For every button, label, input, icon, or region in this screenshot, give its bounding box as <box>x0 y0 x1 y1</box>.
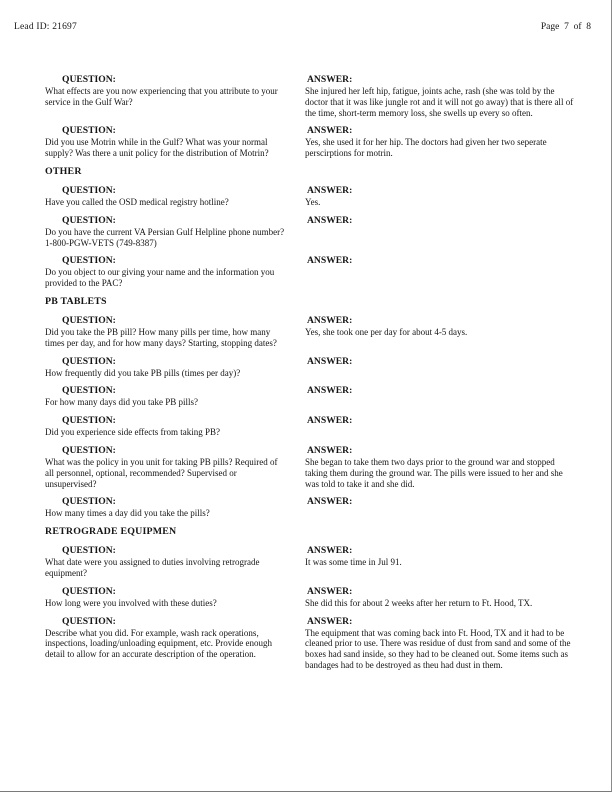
qa-block <box>45 545 579 579</box>
section-heading: OTHER <box>45 165 82 177</box>
answer-text: Yes, she used it for her hip. The doctors had given her two seperate perscirptions for motrin. <box>305 137 547 159</box>
answer-label: ANSWER: <box>307 184 353 196</box>
answer-label: ANSWER: <box>307 255 353 267</box>
answer-text: Yes, she took one per day for about 4-5 days. <box>305 326 468 337</box>
answer-text: Yes. <box>305 196 321 207</box>
page-header <box>0 0 611 32</box>
qa-block <box>45 315 579 349</box>
question-column <box>45 125 295 159</box>
question-text: How many times a day did you take the pills? <box>45 508 210 519</box>
answer-label: ANSWER: <box>307 615 353 627</box>
answer-label: ANSWER: <box>307 585 353 597</box>
qa-block <box>45 496 579 519</box>
answer-text: She began to take them two days prior to the ground war and stopped taking them during the ground war. The pills were issued to her and she was told to take it and she did. <box>305 456 563 489</box>
qa-block <box>45 74 579 118</box>
question-text: How long were you involved with these duties? <box>45 597 217 608</box>
question-column <box>45 545 295 579</box>
question-column <box>45 215 295 249</box>
answer-column <box>305 415 577 427</box>
qa-list <box>0 74 611 671</box>
question-column <box>45 185 295 208</box>
question-label: QUESTION: <box>62 255 116 267</box>
question-column <box>45 616 295 660</box>
question-label: QUESTION: <box>62 184 116 196</box>
answer-label: ANSWER: <box>307 385 353 397</box>
question-label: QUESTION: <box>62 545 116 557</box>
question-text: What date were you assigned to duties involving retrograde equipment? <box>45 557 260 578</box>
section-heading: RETROGRADE EQUIPMEN <box>45 526 177 538</box>
answer-label: ANSWER: <box>307 125 353 137</box>
qa-block <box>45 215 579 249</box>
question-label: QUESTION: <box>62 385 116 397</box>
answer-column <box>305 616 577 671</box>
question-label: QUESTION: <box>62 214 116 226</box>
answer-label: ANSWER: <box>307 74 353 85</box>
answer-label: ANSWER: <box>307 496 353 508</box>
question-text: For how many days did you take PB pills? <box>45 397 198 408</box>
answer-column <box>305 185 577 208</box>
qa-block <box>45 356 579 379</box>
question-label: QUESTION: <box>62 314 116 326</box>
question-column <box>45 415 295 438</box>
question-label: QUESTION: <box>62 74 116 85</box>
qa-block <box>45 125 579 159</box>
question-label: QUESTION: <box>62 444 116 456</box>
question-text: Did you take the PB pill? How many pills per time, how many times per day, and for how many days? Starting, stopping dates? <box>45 326 277 348</box>
question-text: What was the policy in you unit for taking PB pills? Required of all personnel, optional, recommended? Supervised or unsupervised? <box>45 456 278 489</box>
answer-column <box>305 255 577 267</box>
question-label: QUESTION: <box>62 355 116 367</box>
question-label: QUESTION: <box>62 585 116 597</box>
question-text: Did you use Motrin while in the Gulf? What was your normal supply? Was there a unit policy for the distribution of Motrin? <box>45 137 269 159</box>
answer-column <box>305 496 577 508</box>
qa-block <box>45 385 579 408</box>
answer-column <box>305 125 577 159</box>
question-column <box>45 385 295 408</box>
answer-column <box>305 545 577 568</box>
answer-column <box>305 74 577 118</box>
qa-block <box>45 445 579 489</box>
answer-text: The equipment that was coming back into Ft. Hood, TX and it had to be cleaned prior to use. There was residue of dust from sand and some of the boxes had sand inside, so they had to be cleaned out. Some items such as bandages had to be destroyed as theu had dust in them. <box>305 627 571 670</box>
question-label: QUESTION: <box>62 125 116 137</box>
lead-id: Lead ID: 21697 <box>14 22 77 32</box>
question-text: How frequently did you take PB pills (times per day)? <box>45 367 241 378</box>
qa-block <box>45 185 579 208</box>
question-column <box>45 315 295 349</box>
answer-column <box>305 385 577 397</box>
question-text: Have you called the OSD medical registry hotline? <box>45 196 229 207</box>
question-column <box>45 496 295 519</box>
answer-column <box>305 445 577 489</box>
question-label: QUESTION: <box>62 496 116 508</box>
question-text: Do you object to our giving your name and the information you provided to the PAC? <box>45 267 275 289</box>
question-column <box>45 356 295 379</box>
answer-text: She did this for about 2 weeks after her return to Ft. Hood, TX. <box>305 597 533 608</box>
answer-column <box>305 586 577 609</box>
answer-label: ANSWER: <box>307 214 353 226</box>
question-label: QUESTION: <box>62 415 116 427</box>
qa-block <box>45 255 579 289</box>
answer-label: ANSWER: <box>307 314 353 326</box>
question-text: Did you experience side effects from taking PB? <box>45 427 221 438</box>
answer-column <box>305 315 577 338</box>
question-column <box>45 586 295 609</box>
answer-text: It was some time in Jul 91. <box>305 557 402 568</box>
qa-block <box>45 586 579 609</box>
qa-block <box>45 616 579 671</box>
question-text: Describe what you did. For example, wash rack operations, inspections, loading/unloading equipment, etc. Provide enough detail to allow for an accurate description of the operation. <box>45 627 272 660</box>
question-column <box>45 445 295 489</box>
question-text: What effects are you now experiencing that you attribute to your service in the Gulf War? <box>45 86 278 107</box>
question-column <box>45 74 295 108</box>
answer-label: ANSWER: <box>307 355 353 367</box>
answer-text: She injured her left hip, fatigue, joints ache, rash (she was told by the doctor that it was like jungle rot and it will not go away) that is there all of the time, short-term memory loss, she swells up every so often. <box>305 86 574 118</box>
section-heading: PB TABLETS <box>45 295 107 307</box>
answer-label: ANSWER: <box>307 415 353 427</box>
page-number: Page 7 of 8 <box>540 22 591 32</box>
answer-label: ANSWER: <box>307 545 353 557</box>
qa-block <box>45 415 579 438</box>
question-label: QUESTION: <box>62 615 116 627</box>
answer-column <box>305 215 577 227</box>
answer-label: ANSWER: <box>307 444 353 456</box>
question-column <box>45 255 295 289</box>
question-text: Do you have the current VA Persian Gulf Helpline phone number? 1-800-PGW-VETS (749-8387) <box>45 226 285 248</box>
answer-column <box>305 356 577 368</box>
